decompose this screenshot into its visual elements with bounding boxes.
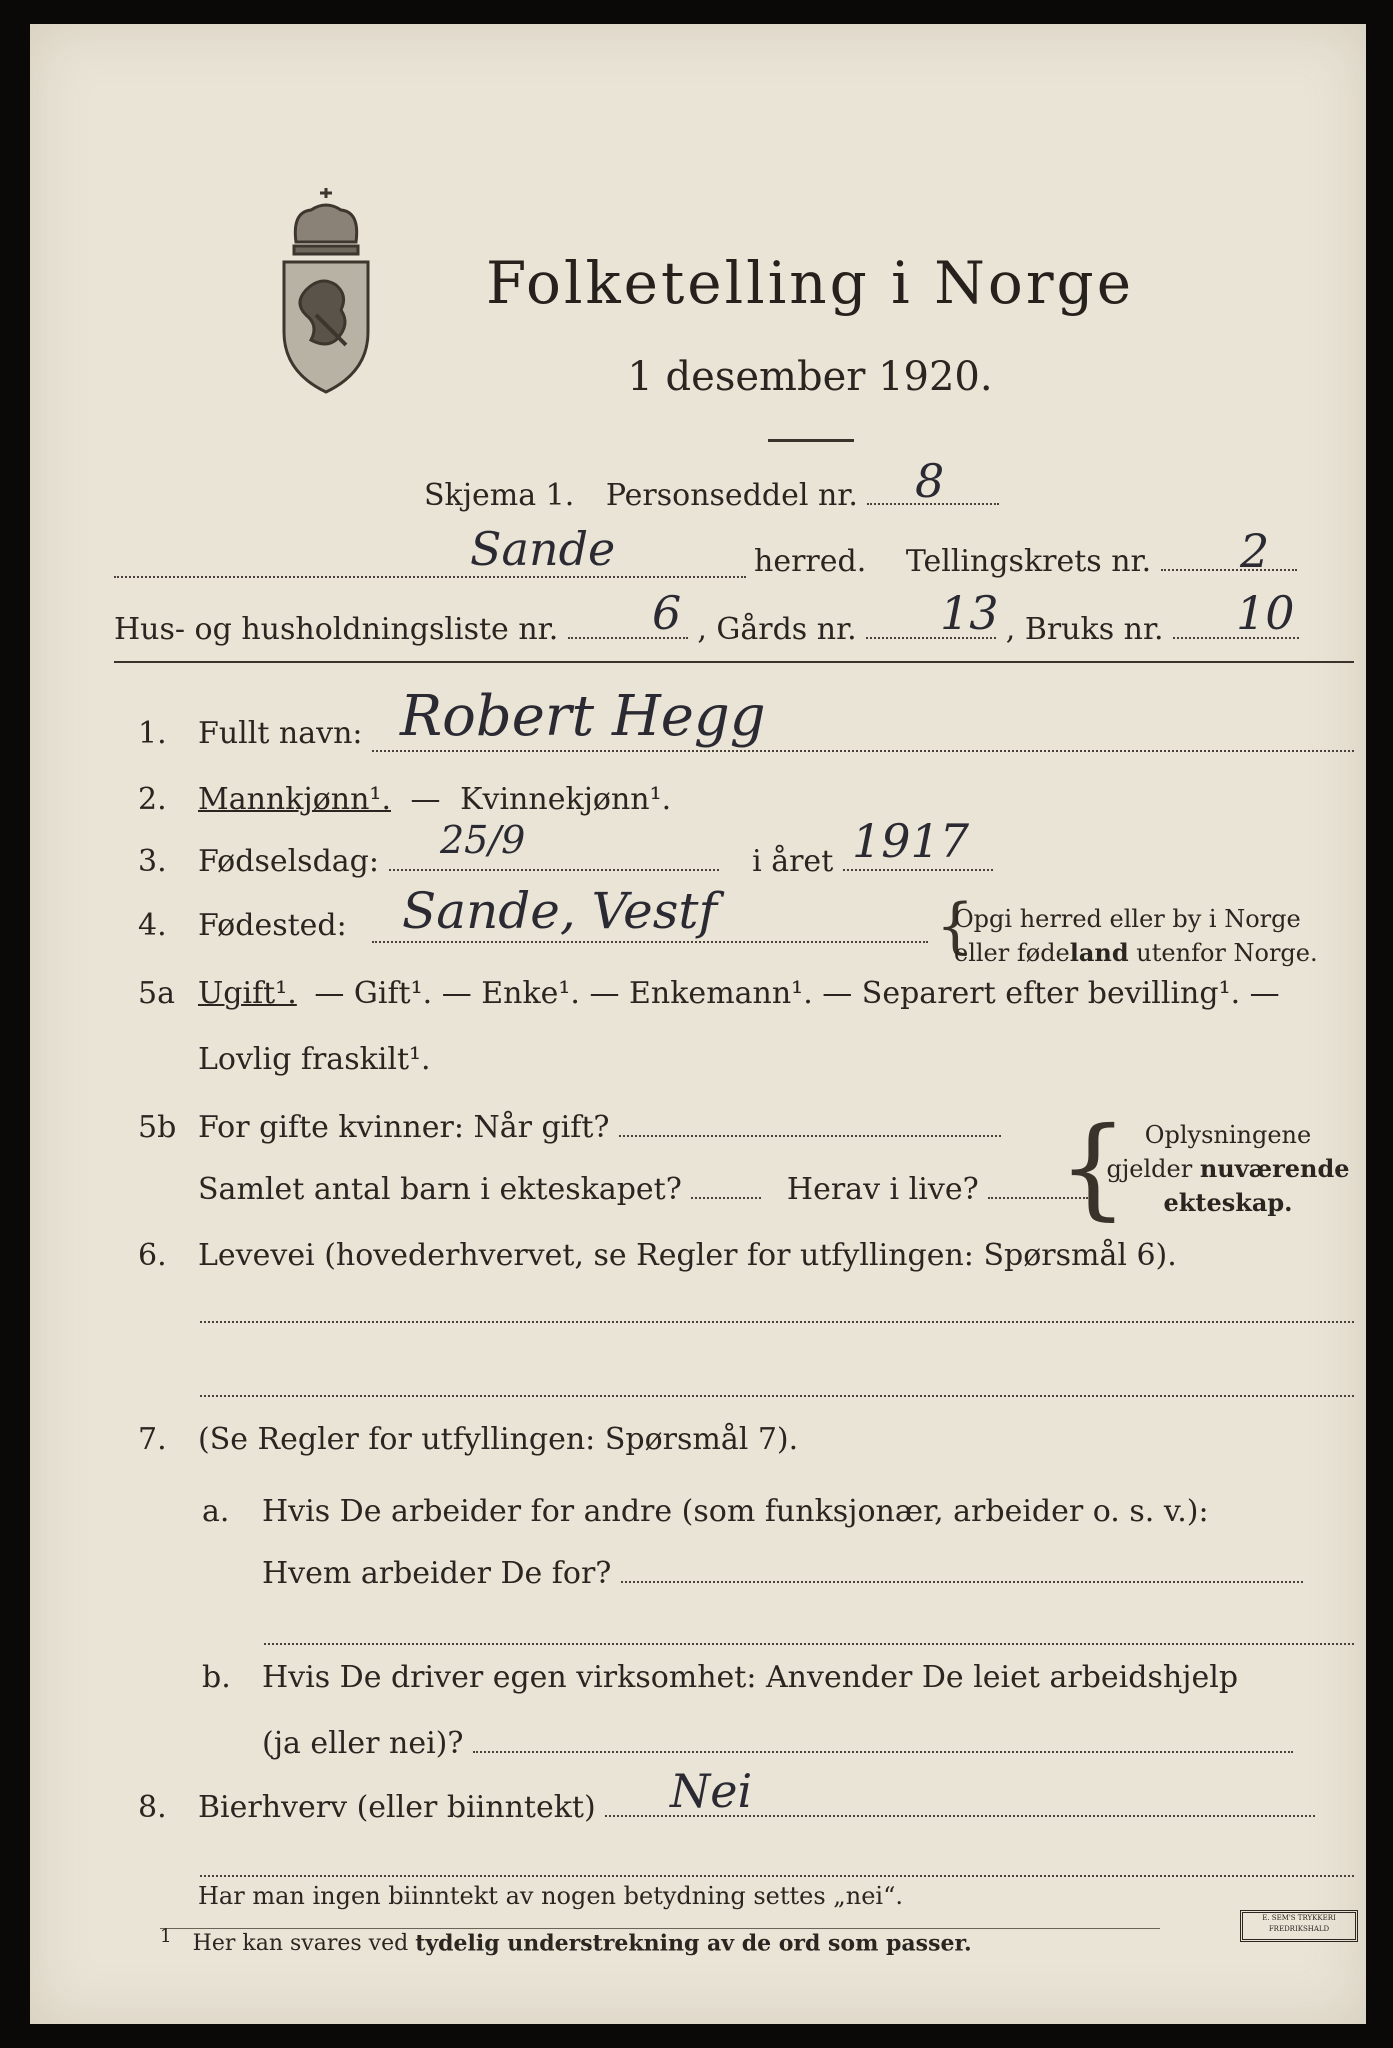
birthplace-note-line2: eller fødeland utenfor Norge. (954, 938, 1318, 967)
married-date-label: For gifte kvinner: Når gift? (198, 1110, 610, 1145)
form-title: Folketelling i Norge (485, 249, 1135, 317)
q7a-label: Hvis De arbeider for andre (som funksjonær, arbeider o. s. v.): (262, 1494, 1209, 1529)
bruks-label: , Bruks nr. (1005, 612, 1164, 647)
personseddel-value: 8 (915, 454, 945, 508)
alive-label: Herav i live? (786, 1172, 979, 1207)
birthyear-label: i året (752, 844, 834, 879)
birthyear-value: 1917 (852, 814, 970, 868)
employer-line (262, 1556, 1303, 1591)
herred-label: herred. (754, 544, 867, 579)
herred-field[interactable] (114, 575, 746, 578)
title-divider (768, 439, 854, 442)
birthplace-note-brace: { (936, 891, 975, 961)
q7-label: (Se Regler for utfyllingen: Spørsmål 7). (198, 1422, 799, 1457)
tellingskrets-label: Tellingskrets nr. (905, 544, 1152, 579)
q8-number: 8. (138, 1790, 167, 1825)
marriage-note-line1: Oplysningene (1144, 1121, 1312, 1149)
occupation-field-1[interactable] (200, 1320, 1354, 1323)
full-name-field[interactable] (372, 749, 1354, 752)
norwegian-coat-of-arms-icon (256, 180, 396, 405)
printer-stamp-line2: FREDRIKSHALD (1268, 1925, 1330, 1933)
gards-value: 13 (940, 586, 999, 640)
marriage-note-line2: gjelder nuværende (1106, 1154, 1350, 1183)
herred-line (754, 544, 1297, 579)
q1-number: 1. (138, 716, 167, 751)
census-date: 1 desember 1920. (627, 354, 993, 400)
q2-number: 2. (138, 782, 167, 817)
tellingskrets-value: 2 (1240, 524, 1270, 578)
q4-number: 4. (138, 908, 167, 943)
marital-other-options[interactable]: — Gift¹. — Enke¹. — Enkemann¹. — Separert efter bevilling¹. — (314, 976, 1280, 1011)
birthyear-field[interactable] (843, 868, 993, 871)
footnote (160, 1926, 972, 1956)
marriage-note (1090, 1118, 1366, 1220)
q6-number: 6. (138, 1238, 167, 1273)
gards-label: , Gårds nr. (697, 612, 857, 647)
hus-line (114, 612, 1299, 647)
birthdate-field[interactable] (389, 868, 719, 871)
birthdate-value: 25/9 (440, 818, 526, 862)
side-income-value: Nei (670, 1764, 753, 1818)
hired-help-field[interactable] (473, 1750, 1293, 1753)
q7b-label: Hvis De driver egen virksomhet: Anvender De leiet arbeidshjelp (262, 1660, 1239, 1695)
employer-field-2[interactable] (264, 1642, 1354, 1645)
children-line (198, 1172, 1088, 1207)
q3-number: 3. (138, 844, 167, 879)
q7b-number: b. (202, 1660, 231, 1695)
occupation-label: Levevei (hovederhvervet, se Regler for utfyllingen: Spørsmål 6). (198, 1238, 1177, 1273)
hired-help-label: (ja eller nei)? (262, 1726, 464, 1761)
married-date-field[interactable] (619, 1134, 1001, 1137)
footnote-mark: 1 (160, 1926, 172, 1947)
tellingskrets-field[interactable] (1161, 568, 1297, 571)
marriage-note-line3: ekteskap. (1163, 1188, 1293, 1217)
occupation-field-2[interactable] (200, 1394, 1354, 1397)
side-income-field-2[interactable] (200, 1874, 1354, 1877)
gender-male-option[interactable]: Mannkjønn¹. (198, 782, 391, 817)
birthplace-value: Sande, Vestf (402, 882, 718, 940)
side-income-line (198, 1790, 1315, 1825)
gender-separator: — (410, 782, 441, 817)
header-rule (114, 661, 1354, 663)
footnote-text-b: tydelig understrekning av de ord som passer. (415, 1930, 972, 1957)
herred-value: Sande (470, 522, 616, 576)
children-label: Samlet antal barn i ekteskapet? (198, 1172, 682, 1207)
marital-ugift-option[interactable]: Ugift¹. (198, 976, 297, 1011)
birthplace-label: Fødested: (198, 908, 347, 943)
marriage-note-brace: { (1058, 1103, 1128, 1231)
children-field[interactable] (691, 1196, 761, 1199)
birthplace-note (954, 902, 1318, 970)
side-income-note: Har man ingen biinntekt av nogen betydning settes „nei“. (198, 1882, 903, 1910)
hired-help-line (262, 1726, 1293, 1761)
printer-stamp-line1: E. SEM'S TRYKKERI (1262, 1914, 1336, 1922)
hus-label: Hus- og husholdningsliste nr. (114, 612, 559, 647)
birthplace-note-line1: Opgi herred eller by i Norge (954, 905, 1301, 933)
gender-line (198, 782, 671, 817)
married-line (198, 1110, 1001, 1145)
footnote-text-a: Her kan svares ved (192, 1931, 416, 1957)
hus-value: 6 (652, 586, 682, 640)
employer-field[interactable] (621, 1580, 1303, 1583)
birthplace-field[interactable] (372, 940, 928, 943)
q5a-number: 5a (138, 976, 175, 1011)
side-income-label: Bierhverv (eller biinntekt) (198, 1790, 596, 1825)
personseddel-label: Personseddel nr. (605, 478, 858, 513)
skjema-line (424, 478, 999, 513)
birthdate-label: Fødselsdag: (198, 844, 379, 879)
census-form (30, 24, 1366, 2024)
marital-fraskilt-option[interactable]: Lovlig fraskilt¹. (198, 1042, 431, 1077)
gender-female-option[interactable]: Kvinnekjønn¹. (460, 782, 672, 817)
q7a-number: a. (202, 1494, 230, 1529)
full-name-value: Robert Hegg (400, 684, 766, 749)
q1-label: Fullt navn: (198, 716, 363, 751)
q7-number: 7. (138, 1422, 167, 1457)
marital-line (198, 976, 1280, 1011)
skjema-label: Skjema 1. (424, 478, 575, 513)
q5b-number: 5b (138, 1110, 177, 1145)
bruks-value: 10 (1236, 586, 1295, 640)
employer-label: Hvem arbeider De for? (262, 1556, 612, 1591)
printer-stamp (1240, 1910, 1358, 1942)
